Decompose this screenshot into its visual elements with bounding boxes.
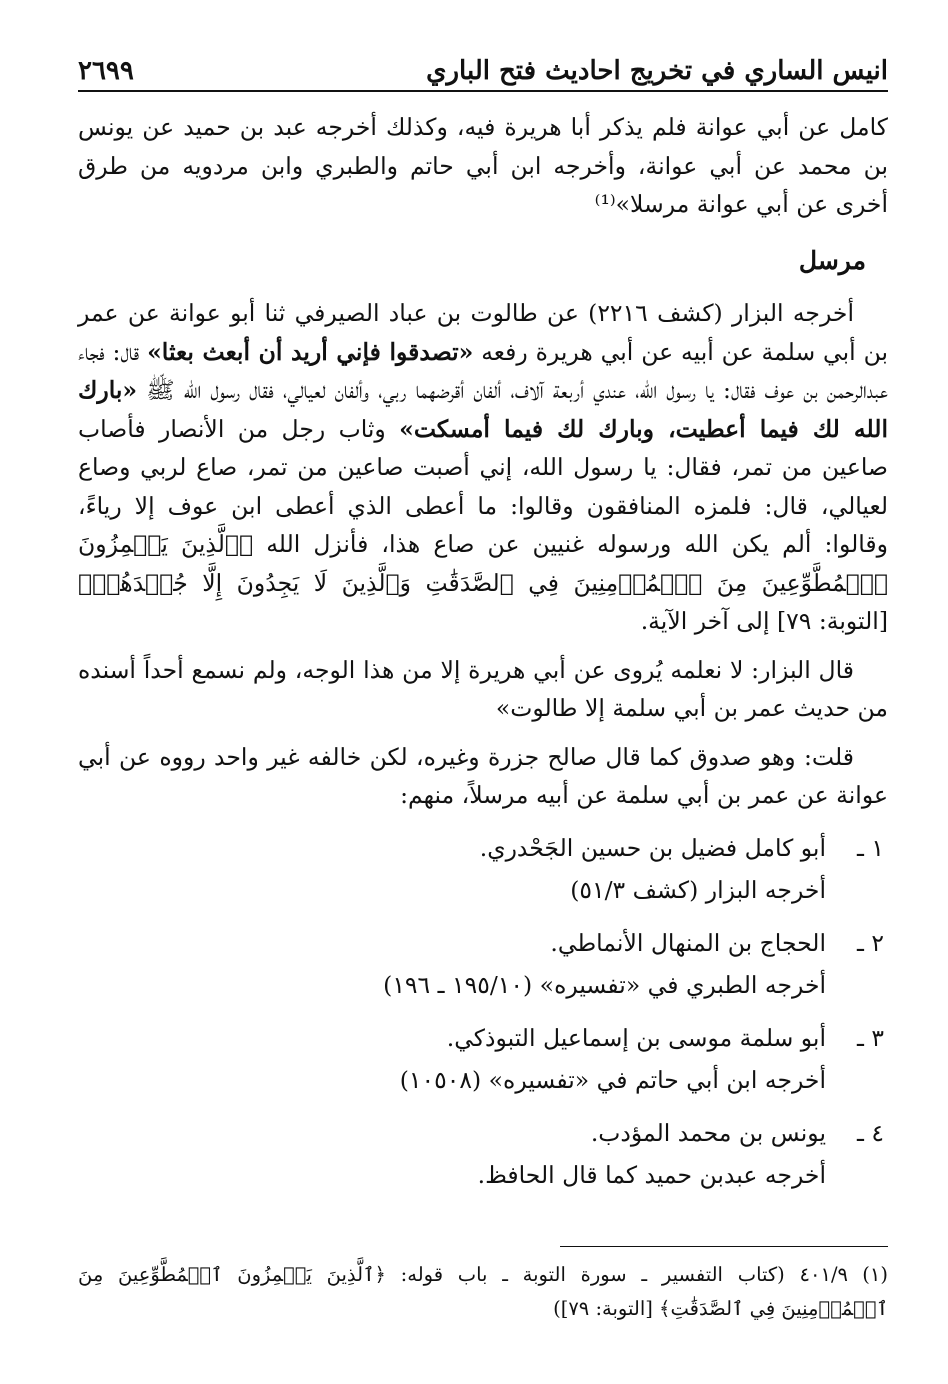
list-item-reference: أخرجه الطبري في «تفسيره» (١٩٥/١٠ ـ ١٩٦) [383,971,826,999]
narrators-list [78,829,888,1195]
footnote-divider [560,1246,888,1247]
list-item-reference: أخرجه عبدبن حميد كما قال الحافظ. [477,1161,826,1189]
paragraph-bazzar-comment: قال البزار: لا نعلمه يُروى عن أبي هريرة إلا من هذا الوجه، ولم نسمع أحداً أسنده من حديث عمر بن أبي سلمة إلا طالوت» [78,655,888,722]
text-segment: قال: فجاء عبدالرحمن بن عوف فقال: يا رسول الله، عندي أربعة آلاف، ألفان أقرضهما ربي، وألفان لعيالي، فقال رسول الله ﷺ [78,337,888,404]
paragraph-author-note: قلت: وهو صدوق كما قال صالح جزرة وغيره، لكن خالفه غير واحد رووه عن أبي عوانة عن عمر بن أبي سلمة عن أبيه مرسلاً، منهم: [78,742,888,809]
list-item [78,1114,888,1153]
list-item-name: أبو كامل فضيل بن حسين الجَحْدري. [479,833,826,862]
section-heading: مرسل [798,245,866,275]
text-segment: وثاب رجل من الأنصار فأصاب صاعين من تمر، فقال: يا رسول الله، إني أصبت صاعين من تمر، صاع لربي وصاع لعيالي، قال: فلمزه المنافقون وقالوا: ما أعطى الذي أعطى ابن عوف إلا رياءً، وقالوا: ألم يكن الله ورسوله غنيين عن صاع هذا، فأنزل الله ﴿ٱلَّذِينَ يَلۡمِزُونَ ٱلۡمُطَّوِّعِينَ مِنَ ٱلۡمُؤۡمِنِينَ فِي ٱلصَّدَقَٰتِ وَٱلَّذِينَ لَا يَجِدُونَ إِلَّا جُهۡدَهُمۡ﴾ [التوبة: ٧٩] إلى آخر الآية. [78,414,888,635]
list-item-name: يونس بن محمد المؤدب. [590,1118,826,1147]
paragraph-continuation: كامل عن أبي عوانة فلم يذكر أبا هريرة فيه، وكذلك أخرجه عبد بن حميد عن يونس بن محمد عن أبي عوانة، وأخرجه ابن أبي حاتم والطبري وابن مردويه من طرق أخرى عن أبي عوانة مرسلا»⁽¹⁾ [78,113,888,218]
paragraph-bazzar-takhrij [78,294,888,641]
footnote-text: ٤٠١/٩ (كتاب التفسير ـ سورة التوبة ـ باب قوله: ﴿ٱلَّذِينَ يَلۡمِزُونَ ٱلۡمُطَّوِّعِينَ مِنَ ٱلۡمُؤۡمِنِينَ فِي ٱلصَّدَقَٰتِ﴾ [التوبة: ٧٩]) [78,1263,888,1320]
list-item-reference: أخرجه ابن أبي حاتم في «تفسيره» (١٠٥٠٨) [399,1066,826,1094]
list-item [78,924,888,963]
list-item-number: ١ ـ [857,833,884,862]
list-item-number: ٤ ـ [857,1118,884,1147]
list-item-name: أبو سلمة موسى بن إسماعيل التبوذكي. [446,1023,826,1052]
list-item-name: الحجاج بن المنهال الأنماطي. [550,928,826,957]
page-header [78,48,888,92]
list-item-number: ٣ ـ [857,1023,884,1052]
list-item-reference: أخرجه البزار (كشف ٥١/٣) [570,876,826,904]
list-item [78,829,888,868]
list-item-number: ٢ ـ [857,928,884,957]
hadith-quote: «بارك الله لك فيما أعطيت، وبارك لك فيما أمسكت» [78,376,888,443]
footnote-number: (١) [862,1263,888,1286]
footnote [78,1258,888,1326]
page-number: ٢٦٩٩ [78,56,134,86]
text-segment: أخرجه البزار (كشف ٢٢١٦) عن طالوت بن عباد الصيرفي ثنا أبو عوانة عن عمر بن أبي سلمة عن أبيه عن أبي هريرة رفعه [78,299,888,366]
main-text [78,108,888,1195]
running-title: انيس الساري في تخريج احاديث فتح الباري [426,56,888,86]
list-item [78,1019,888,1058]
hadith-quote: «تصدقوا فإني أريد أن أبعث بعثا» [147,337,474,366]
